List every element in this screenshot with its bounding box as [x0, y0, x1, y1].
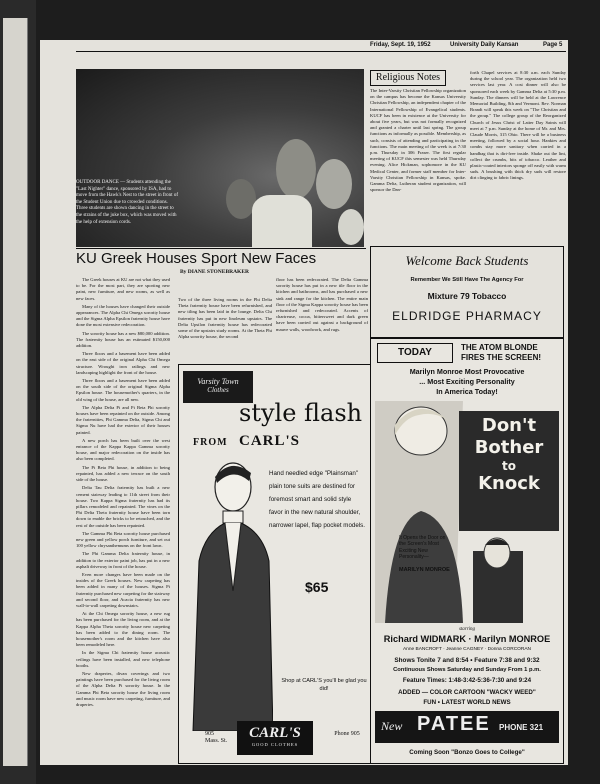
religious-notes-title-box [370, 70, 446, 86]
header-page-number: Page 5 [543, 42, 563, 48]
movie-title-line3: to [502, 459, 516, 473]
article-paragraph: The Gamma Phi Beta sorority house purchased new green and yellow porch furniture, and set out 100 yellow chrysanthemums on the front lawn. [76, 530, 170, 549]
carls-ad-copy: Hand needled edge "Plainsman" plain tone suits are destined for foremost smart and solid style favor in the new natural shoulder, narrower lapel, flap pocket models. [269, 470, 365, 529]
photo-figure [338, 209, 364, 245]
showtimes-tonite: Shows Tonite 7 and 8:54 • Feature 7:38 and 9:32 [394, 657, 540, 664]
article-paragraph: Delta Tau Delta fraternity has built a new cement stairway leading to 11th street from their house. Two Kappa Sigma fraternity has had its pillars remodeled and repainted. The vines on the Phi Delta Theta fraternity house have been torn down to enable the bricks to be retouched, and the rest of the outside has been repainted. [76, 485, 170, 528]
monroe-tagline-3: In America Today! [436, 387, 498, 396]
article-paragraph: The sorority house has a new $80,000 addition. The fraternity house has an estimated $150,000 addition. [76, 330, 170, 349]
article-headline: KU Greek Houses Sport New Faces [76, 250, 317, 267]
supporting-cast: Anne BANCROFT · Jeanne CAGNEY · Donna CORCORAN [402, 647, 532, 652]
added-cartoon: ADDED — COLOR CARTOON "WACKY WEED" [398, 689, 536, 696]
article-paragraph: The Pi Beta Phi house, in addition to being repainted, has added a new terrace on the south side of the house. [76, 464, 170, 483]
article-paragraph: Many of the houses have changed their outside appearances. The Alpha Chi Omega sorority house and the Sigma Alpha Epsilon fraternity house have done the most extensive redecoration. [76, 303, 170, 328]
article-paragraph: New draperies, divan coverings and two paintings have been purchased for the living room of the Alpha Delta Pi sorority house. In the Gamma Phi Beta sorority house the living room and music room have new carpeting, furniture, and draperies. [76, 670, 170, 707]
marilyn-monroe-credit: MARILYN MONROE [399, 567, 450, 573]
eldridge-pharmacy-ad [370, 246, 564, 338]
religious-notes-title: Religious Notes [375, 72, 441, 83]
style-flash-heading: style flash [239, 399, 363, 427]
carls-logo [237, 721, 313, 755]
varsity-town-line1: Varsity Town [197, 377, 239, 386]
patee-name: PATEE [417, 713, 491, 735]
religious-notes-right: forth Chapel services at 8:30 a.m. each Sunday during the school year. The organization held two services last year. A cost dinner will also be sponsored each week by Gamma Delta at 5:30 p.m. Sunday. The dinners will be held at the Lawrence Memorial Building, 8th and Vermont. Rev. Norman Brandt will speak this week on "The Christian and the group." The college group of the Reorganized Church of Jesus Christ of Latter Day Saints will meet at 7 p.m. Sunday at the home of Mr. and Mrs. Claude Morris, 315 Ohio. There will be a business meeting, followed by a social hour. Hankies and combs stay more sanitary when carried in a handbag that is dirt-free inside. Shake out the lint, collect the crumbs, bits of tobacco. Leather and plastic-coated interiors sponge off easily with warm suds. A brushing with thick dry suds will restore dirt clinging to fabric linings. [470, 70, 566, 181]
religious-notes-left: The Inter-Varsity Christian Fellowship organization on the campus has become the Kansas University Christian Fellowship, an independent chapter of the International Fellowship of Evangelical students. KUCF has been in existence at the University for about five years, but was not formally recognized and granted a charter until last spring. The group functions as informally as possible. Membership, as such, consists of attending and participating in the functions. The main meeting of the week is at 7:30 p.m. Thursday in 306 Fraser. The first regular meeting of KUCF this semester was held Thursday evening. Alice Hickman, sophomore in the KU Medical Center, and former staff member for Inter-Varsity Christian Fellowship in Kansas, spoke. Gamma Delta, Lutheran student organization, will sponsor the Dan- [370, 88, 466, 193]
movie-title-line2: Bother [474, 437, 544, 458]
from-label: FROM [193, 437, 228, 448]
movie-title-line4: Knock [478, 473, 540, 494]
starring-label: starring [458, 627, 476, 632]
carls-phone: Phone 905 [334, 731, 360, 737]
article-paragraph: Three floors and a basement have been added on the south side of the original Sigma Alpha Epsilon house. The housemother's quarters, in the old wing of the house, are all new. [76, 378, 170, 402]
header-date: Friday, Sept. 19, 1952 [370, 42, 431, 48]
atom-blonde-line2: FIRES THE SCREEN! [461, 353, 542, 362]
photo-figure [276, 139, 316, 199]
article-paragraph: The Alpha Delta Pi and Pi Beta Phi sorority houses have been repainted on the outside. Among the fraternities, Phi Gamma Delta, Sigma Chi and Sigma Nu have had the exterior of their houses painted. [76, 404, 170, 435]
article-column-3: floor has been redecorated. The Delta Gamma sorority house has put in a new tile floor in the kitchen and bathrooms, and has purchased a new sink and range for the kitchen. The entire main floor of the Sigma Kappa sorority house has been refurnished and redecorated. Accents of chartreuse, cocoa, bittersweet and dark green have been carried out against a background of mauve walls, woodwork, and rugs. [276, 277, 368, 332]
carls-logo-text: CARL'S [249, 725, 301, 741]
world-news: FUN • LATEST WORLD NEWS [423, 699, 511, 706]
leading-stars: Richard WIDMARK · Marilyn MONROE [383, 634, 551, 644]
photo-figure [252, 195, 312, 247]
carls-price: $65 [305, 579, 329, 595]
article-column-1 [76, 277, 170, 765]
varsity-town-line2: Clothes [207, 386, 229, 394]
carls-logo-sub: GOOD CLOTHES [251, 742, 299, 747]
carls-address: 905 Mass. St. [205, 731, 228, 744]
article-paragraph: The Greek houses at KU are not what they used to be. For the most part, they are sporting new paint, new furniture, and new rooms, as well as new faces. [76, 277, 170, 301]
welcome-back-heading: Welcome Back Students [405, 253, 529, 268]
agency-line: Remember We Still Have The Agency For [410, 277, 524, 283]
monroe-tagline-2: ... Most Exciting Personality [419, 377, 515, 386]
article-paragraph: Even more changes have been made on the insides of the Greek houses. New carpeting has been added in many of the houses. Sigma Pi fraternity purchased new carpeting for the stairway and second floor, and Acacia fraternity has new wall-to-wall carpeting downstairs. [76, 571, 170, 608]
movie-title-block [459, 411, 559, 531]
newspaper-page [40, 40, 568, 765]
eldridge-pharmacy-name: ELDRIDGE PHARMACY [392, 309, 542, 323]
photo-caption: OUTDOOR DANCE — Students attending the "Last Nighter" dance, sponsored by ISA, had to move from the Hawk's Nest to the street in front of the Student Union due to crowded conditions. Three students are shown dancing in the street to the strains of the juke box, which was moved with the help of extension cords. [76, 180, 178, 225]
carls-name: CARL'S [239, 433, 301, 449]
article-paragraph: Three floors and a basement have been added on the east side of the original Alpha Chi Omega structure. Wrought iron railings and new landscaping highlight the front of the house. [76, 351, 170, 375]
opens-door-text: It Opens the Door on the Screen's Most Exciting New Personality— [399, 535, 446, 561]
header-rule [76, 51, 566, 52]
atom-blonde-line1: THE ATOM BLONDE [461, 343, 538, 352]
today-box: TODAY [377, 343, 453, 363]
movie-title-line1: Don't [481, 415, 537, 436]
carls-shop-tagline: Shop at CARL'S you'll be glad you did! [281, 678, 367, 692]
feature-times: Feature Times: 1:48-3:42-5:36-7:30 and 9:24 [402, 677, 532, 684]
article-top-rule [76, 248, 366, 249]
movie-ad [370, 338, 564, 764]
adjacent-page-strip [3, 18, 28, 766]
article-byline: By DIANE STONEBRAKER [180, 269, 249, 275]
header-paper: University Daily Kansan [450, 42, 519, 48]
carls-ad [178, 364, 372, 764]
article-paragraph: At the Chi Omega sorority house, a new rug has been purchased for the living room, and at the Kappa Alpha Theta sorority house new carpeting has been added to the dining room. The housemother's room and the kitchen have also been remodeled here. [76, 611, 170, 648]
article-column-2: Two of the three living rooms in the Phi Delta Theta fraternity house have been refurnished, and new tiling has been laid in the lounge. Delta Chi fraternity has put in new linoleum upstairs. The Delta Upsilon fraternity house has redecorated some of the upstairs study rooms. At the Theta Phi Alpha sorority house, the second [178, 297, 272, 340]
coming-soon: Coming Soon "Bonzo Goes to College" [409, 749, 525, 756]
article-paragraph: A new porch has been built over the west entrance of the Kappa Kappa Gamma sorority house, and major redecoration on the inside has also been completed. [76, 437, 170, 462]
article-paragraph: In the Sigma Chi fraternity house acoustic ceilings have been installed, and new telephone booths. [76, 650, 170, 668]
continuous-shows: Continuous Shows Saturday and Sunday From 1 p.m. [393, 667, 541, 673]
article-paragraph: The Phi Gamma Delta fraternity house, in addition to the exterior paint job, has put in a new asphalt driveway in front of the house. [76, 551, 170, 569]
tobacco-line: Mixture 79 Tobacco [427, 291, 507, 301]
monroe-tagline-1: Marilyn Monroe Most Provocative [409, 367, 525, 376]
photo-figure [316, 159, 352, 209]
patee-new: New [381, 719, 403, 733]
man-in-suit-illustration [185, 451, 273, 731]
patee-theatre-logo [375, 711, 559, 743]
patee-phone: PHONE 321 [499, 723, 544, 732]
